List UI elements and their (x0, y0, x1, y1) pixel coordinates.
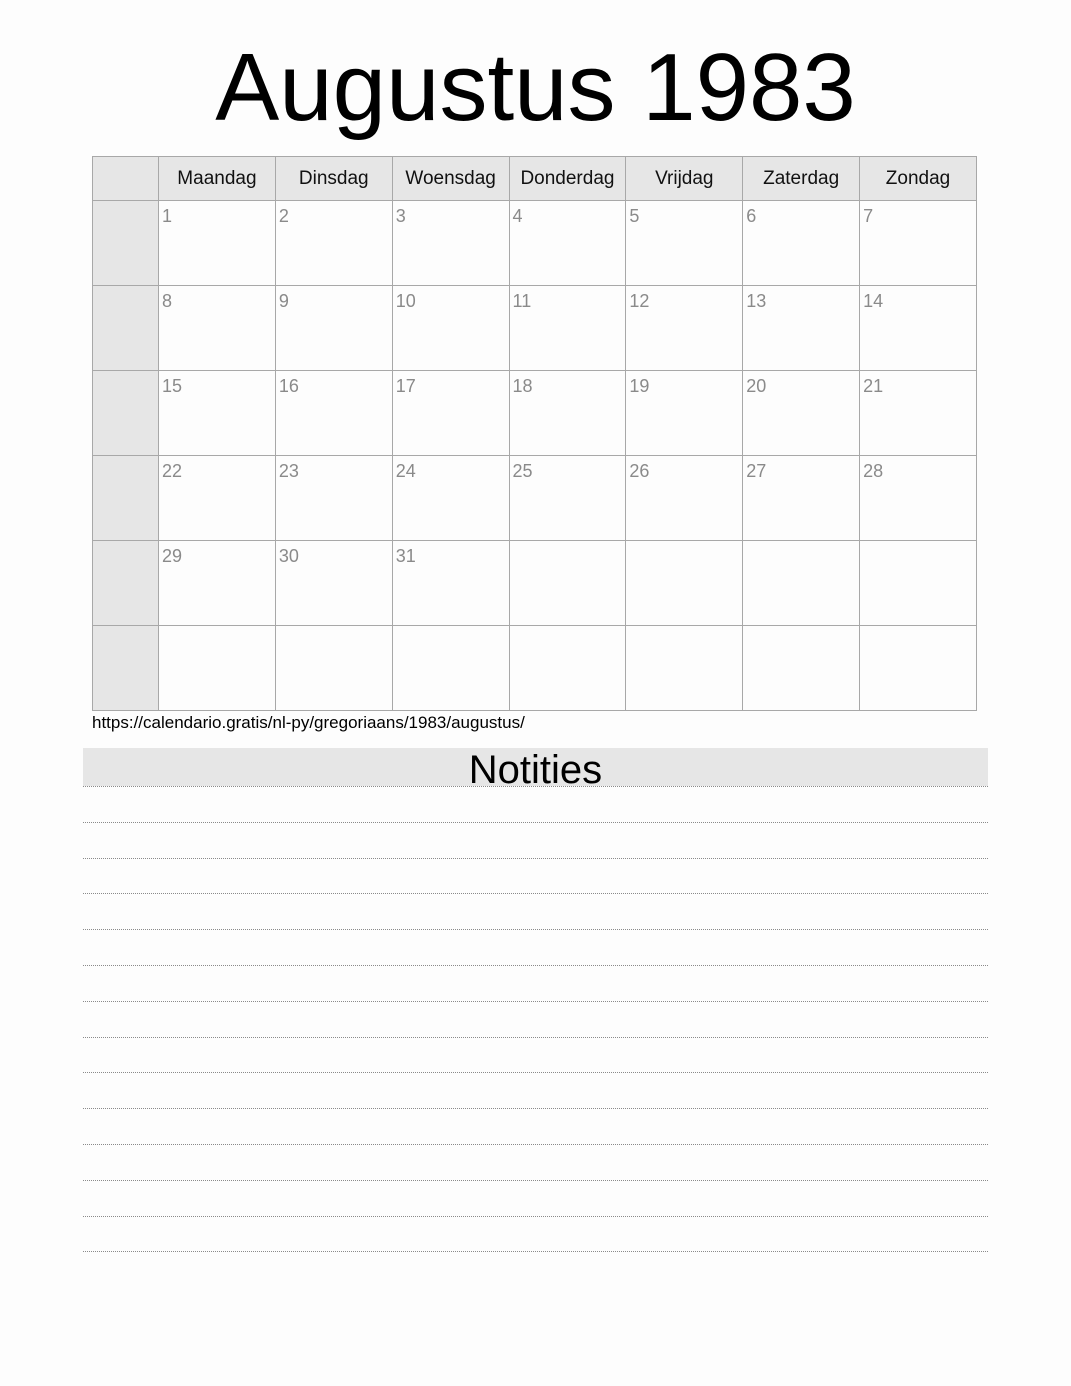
calendar-grid (92, 156, 977, 711)
page-title: Augustus 1983 (215, 34, 856, 141)
week-number-column-header (93, 157, 159, 201)
calendar-day-cell (159, 456, 276, 541)
note-line (83, 1072, 988, 1073)
calendar-day-cell (626, 626, 743, 711)
note-line (83, 1037, 988, 1038)
day-number: 25 (512, 461, 533, 481)
day-number: 2 (278, 206, 289, 226)
note-line (83, 1216, 988, 1217)
calendar-day-cell (743, 541, 860, 626)
day-number (860, 626, 976, 631)
calendar-day-cell (860, 286, 977, 371)
day-number (743, 541, 859, 546)
day-number: 29 (162, 546, 183, 566)
calendar-day-cell (275, 541, 392, 626)
calendar-day-cell (275, 286, 392, 371)
calendar-day-cell (159, 371, 276, 456)
day-number: 12 (629, 291, 650, 311)
calendar-day-cell (392, 626, 509, 711)
day-number: 19 (629, 376, 650, 396)
calendar-day-cell (159, 626, 276, 711)
day-number: 26 (629, 461, 650, 481)
calendar-day-cell (743, 286, 860, 371)
calendar-day-cell (860, 201, 977, 286)
note-line (83, 1144, 988, 1145)
day-number: 30 (278, 546, 299, 566)
note-line (83, 1251, 988, 1252)
note-line (83, 1108, 988, 1109)
calendar-day-cell (275, 371, 392, 456)
week-number-cell (93, 626, 159, 711)
week-number-cell (93, 371, 159, 456)
calendar-day-cell (626, 201, 743, 286)
calendar-week-row (93, 456, 977, 541)
note-line (83, 965, 988, 966)
calendar-day-cell (392, 456, 509, 541)
calendar-day-cell (509, 541, 626, 626)
note-line (83, 822, 988, 823)
week-number-cell (93, 456, 159, 541)
day-number: 1 (162, 206, 173, 226)
calendar-day-cell (626, 541, 743, 626)
source-url: https://calendario.gratis/nl-py/gregoriaans/1983/augustus/ (92, 713, 525, 732)
calendar-day-cell (509, 286, 626, 371)
note-line (83, 929, 988, 930)
calendar-day-cell (860, 626, 977, 711)
calendar-day-cell (509, 456, 626, 541)
day-number (860, 541, 976, 546)
calendar-day-cell (392, 371, 509, 456)
day-number: 8 (162, 291, 173, 311)
day-number: 20 (746, 376, 767, 396)
day-number: 9 (278, 291, 289, 311)
day-number (159, 626, 275, 631)
calendar-day-cell (275, 201, 392, 286)
calendar-day-cell (743, 201, 860, 286)
day-number: 28 (863, 461, 884, 481)
weekday-header: Zondag (860, 157, 977, 201)
day-number (510, 541, 626, 546)
weekday-header: Dinsdag (275, 157, 392, 201)
day-number (393, 626, 509, 631)
day-number: 17 (395, 376, 416, 396)
calendar-week-row (93, 286, 977, 371)
weekday-header-row (93, 157, 977, 201)
day-number: 15 (162, 376, 183, 396)
weekday-header: Zaterdag (743, 157, 860, 201)
calendar-day-cell (159, 541, 276, 626)
calendar-day-cell (743, 456, 860, 541)
calendar-day-cell (860, 456, 977, 541)
calendar-day-cell (626, 371, 743, 456)
notes-title: Notities (83, 748, 988, 786)
weekday-header: Donderdag (509, 157, 626, 201)
calendar-day-cell (159, 201, 276, 286)
weekday-header: Vrijdag (626, 157, 743, 201)
calendar-day-cell (275, 626, 392, 711)
day-number (510, 626, 626, 631)
day-number: 5 (629, 206, 640, 226)
calendar-day-cell (159, 286, 276, 371)
calendar-day-cell (392, 201, 509, 286)
calendar-week-row (93, 541, 977, 626)
calendar-day-cell (509, 371, 626, 456)
day-number (626, 626, 742, 631)
day-number (626, 541, 742, 546)
day-number: 4 (512, 206, 523, 226)
day-number: 21 (863, 376, 884, 396)
calendar-week-row (93, 371, 977, 456)
day-number: 24 (395, 461, 416, 481)
calendar-day-cell (626, 456, 743, 541)
week-number-cell (93, 541, 159, 626)
week-number-cell (93, 201, 159, 286)
calendar-week-row (93, 201, 977, 286)
day-number: 13 (746, 291, 767, 311)
calendar-day-cell (860, 371, 977, 456)
note-line (83, 858, 988, 859)
calendar-day-cell (626, 286, 743, 371)
note-line (83, 893, 988, 894)
day-number: 23 (278, 461, 299, 481)
calendar-day-cell (392, 541, 509, 626)
day-number (276, 626, 392, 631)
week-number-cell (93, 286, 159, 371)
note-line (83, 1001, 988, 1002)
calendar-day-cell (392, 286, 509, 371)
day-number: 16 (278, 376, 299, 396)
day-number: 14 (863, 291, 884, 311)
calendar-day-cell (509, 626, 626, 711)
weekday-header: Maandag (159, 157, 276, 201)
calendar-day-cell (275, 456, 392, 541)
calendar-week-row (93, 626, 977, 711)
day-number (743, 626, 859, 631)
day-number: 27 (746, 461, 767, 481)
weekday-header: Woensdag (392, 157, 509, 201)
calendar-day-cell (860, 541, 977, 626)
day-number: 3 (395, 206, 406, 226)
calendar-day-cell (509, 201, 626, 286)
day-number: 18 (512, 376, 533, 396)
calendar-day-cell (743, 371, 860, 456)
calendar-day-cell (743, 626, 860, 711)
note-line (83, 786, 988, 787)
note-line (83, 1180, 988, 1181)
day-number: 6 (746, 206, 757, 226)
day-number: 10 (395, 291, 416, 311)
day-number: 7 (863, 206, 874, 226)
day-number: 31 (395, 546, 416, 566)
day-number: 22 (162, 461, 183, 481)
day-number: 11 (512, 291, 532, 311)
